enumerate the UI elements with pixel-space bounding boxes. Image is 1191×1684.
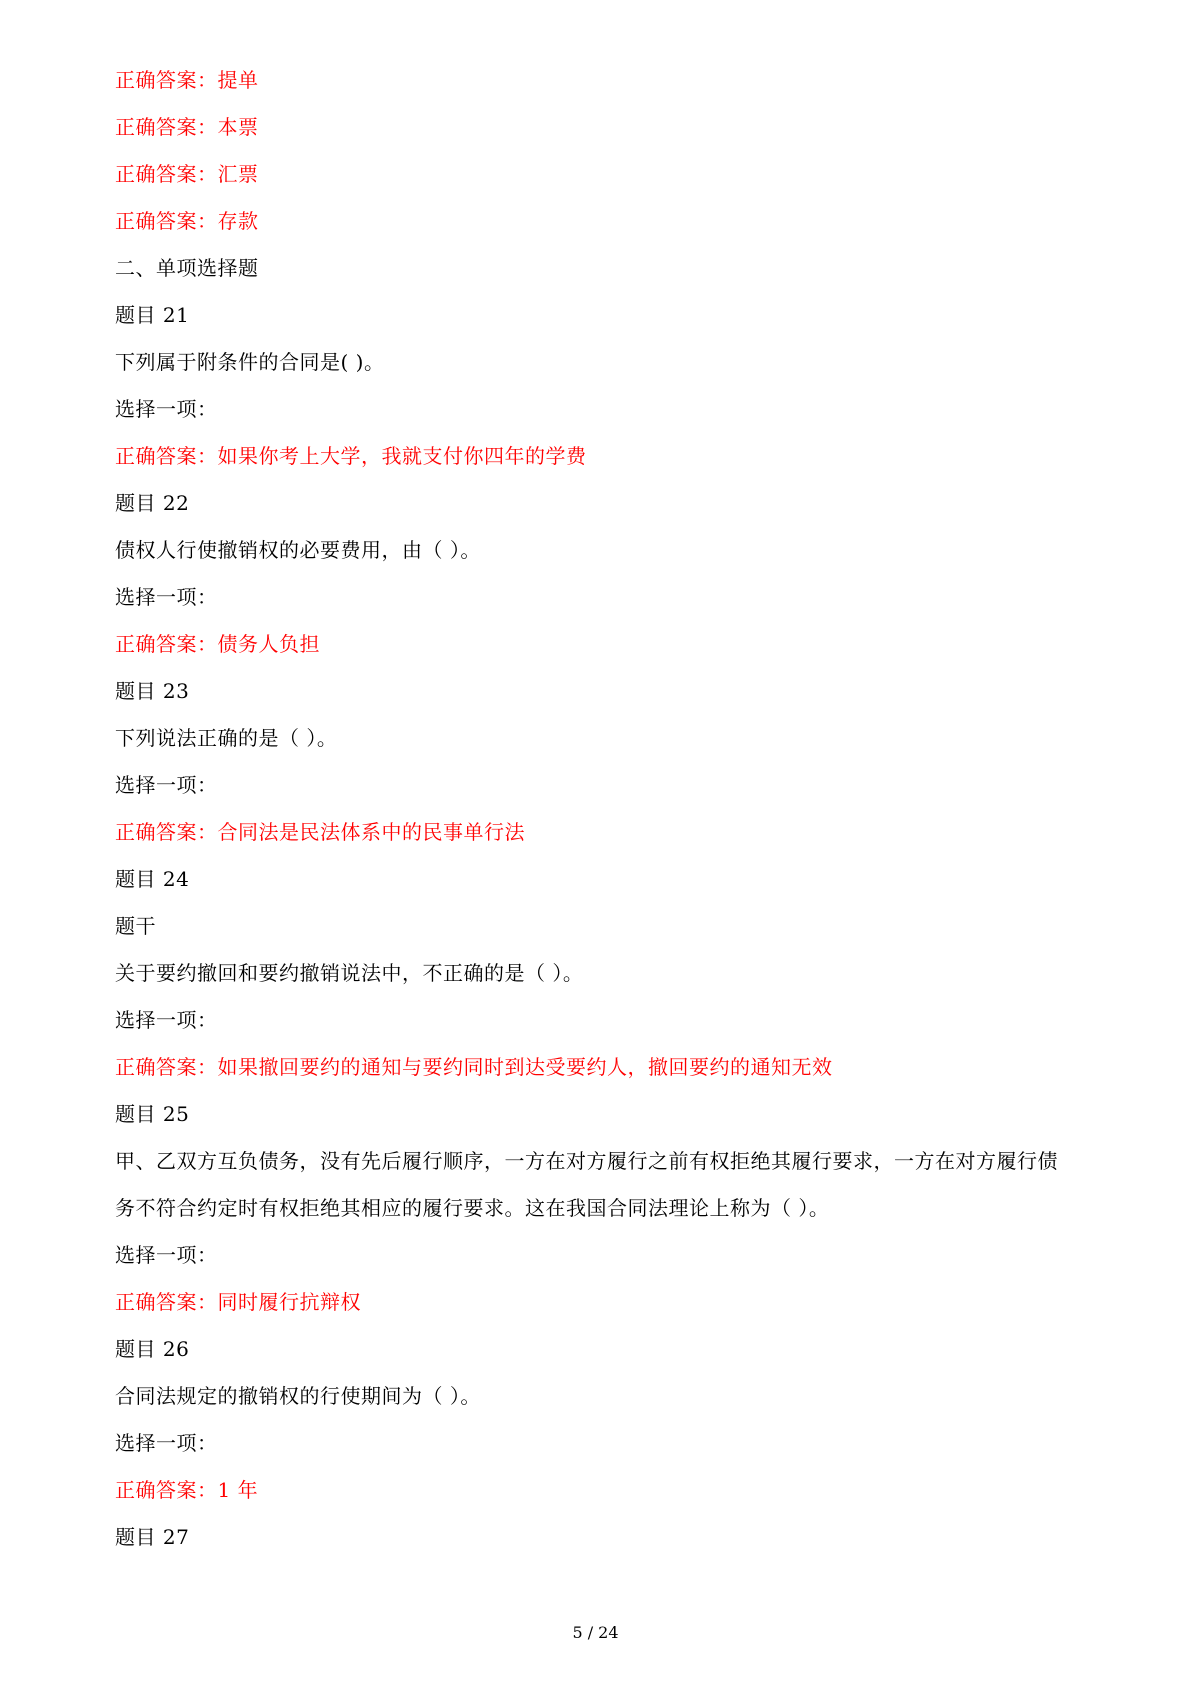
choice-prompt: 选择一项： [115, 773, 218, 797]
question-number: 题目 22 [115, 491, 190, 515]
answer-line: 正确答案：同时履行抗辩权 [115, 1290, 361, 1314]
answer-line: 正确答案：提单 [115, 68, 259, 92]
question-text-continued: 务不符合约定时有权拒绝其相应的履行要求。这在我国合同法理论上称为（ ）。 [115, 1196, 830, 1220]
question-number: 题目 23 [115, 679, 190, 703]
answer-line: 正确答案：合同法是民法体系中的民事单行法 [115, 820, 525, 844]
answer-line: 正确答案：汇票 [115, 162, 259, 186]
question-text: 关于要约撤回和要约撤销说法中，不正确的是（ ）。 [115, 961, 584, 985]
choice-prompt: 选择一项： [115, 585, 218, 609]
question-stem-label: 题干 [115, 914, 156, 938]
answer-line: 正确答案：债务人负担 [115, 632, 320, 656]
choice-prompt: 选择一项： [115, 1008, 218, 1032]
page-number: 5 / 24 [572, 1623, 619, 1642]
choice-prompt: 选择一项： [115, 1431, 218, 1455]
question-number: 题目 24 [115, 867, 190, 891]
choice-prompt: 选择一项： [115, 397, 218, 421]
answer-line: 正确答案：存款 [115, 209, 259, 233]
answer-line: 正确答案：1 年 [115, 1478, 259, 1502]
question-number: 题目 26 [115, 1337, 190, 1361]
answer-line: 正确答案：如果你考上大学，我就支付你四年的学费 [115, 444, 587, 468]
question-number: 题目 25 [115, 1102, 190, 1126]
document-body [115, 61, 1095, 1565]
question-text: 下列属于附条件的合同是( )。 [115, 350, 385, 374]
choice-prompt: 选择一项： [115, 1243, 218, 1267]
question-text: 债权人行使撤销权的必要费用，由（ ）。 [115, 538, 481, 562]
question-number: 题目 21 [115, 303, 190, 327]
question-number: 题目 27 [115, 1525, 190, 1549]
question-text: 甲、乙双方互负债务，没有先后履行顺序，一方在对方履行之前有权拒绝其履行要求，一方在对方履行债 [115, 1149, 1058, 1173]
answer-line: 正确答案：本票 [115, 115, 259, 139]
question-text: 合同法规定的撤销权的行使期间为（ ）。 [115, 1384, 481, 1408]
answer-line: 正确答案：如果撤回要约的通知与要约同时到达受要约人，撤回要约的通知无效 [115, 1055, 833, 1079]
question-text: 下列说法正确的是（ ）。 [115, 726, 338, 750]
section-heading: 二、单项选择题 [115, 256, 259, 280]
